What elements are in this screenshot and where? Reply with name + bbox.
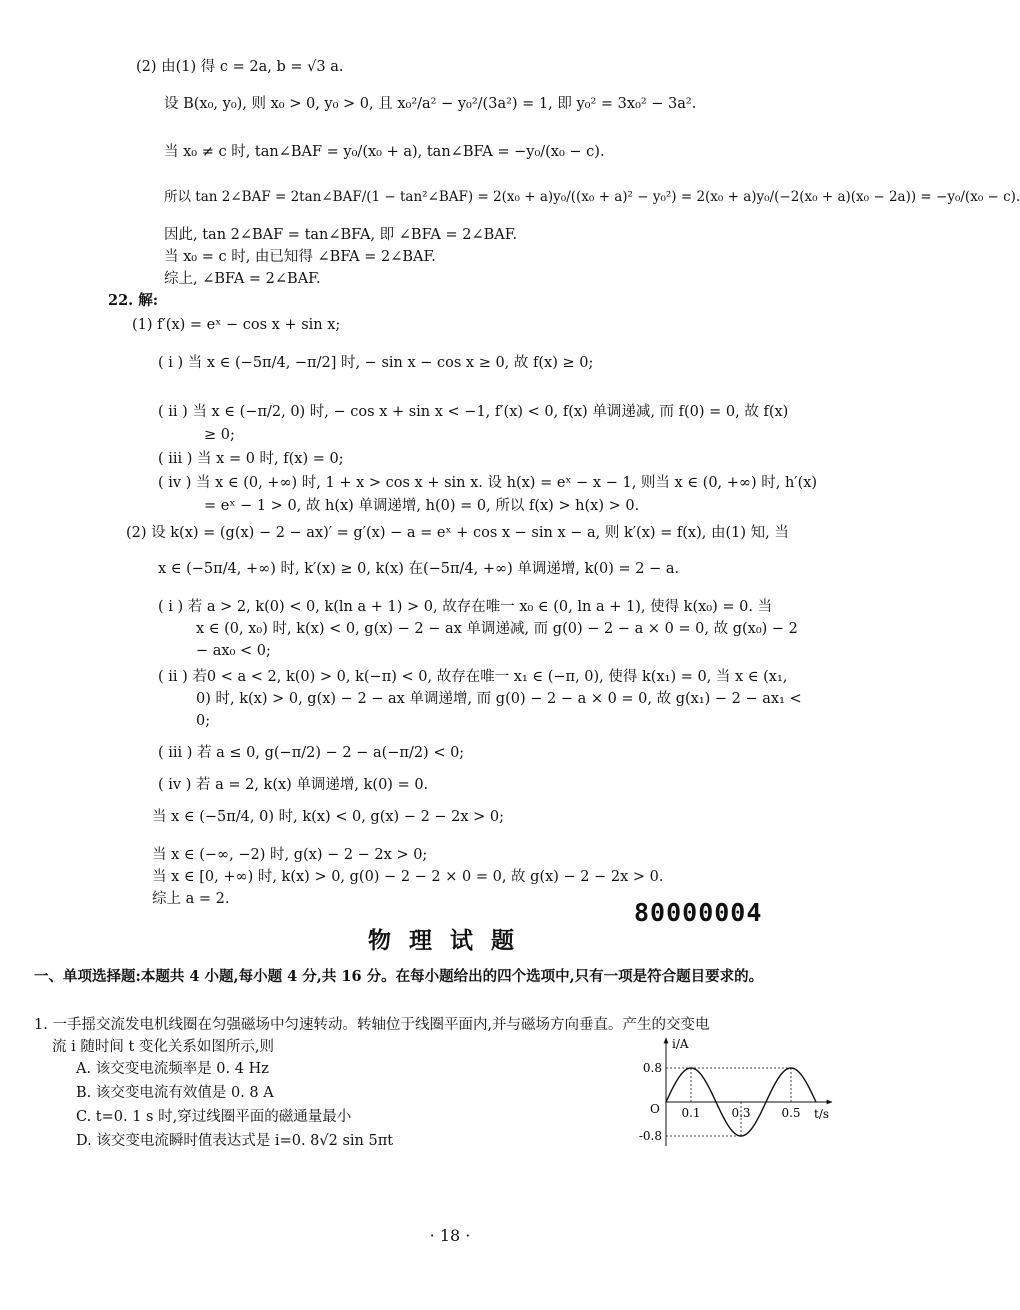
math-line-9: (1) f′(x) = eˣ − cos x + sin x; <box>132 317 341 333</box>
x-tick-label: 0.5 <box>781 1106 801 1120</box>
x-tick-label: 0.1 <box>681 1106 701 1120</box>
math-line-6: 当 x₀ = c 时, 由已知得 ∠BFA = 2∠BAF. <box>164 249 436 265</box>
math-line-29: 综上 a = 2. <box>152 891 230 907</box>
math-line-13: ( iii ) 当 x = 0 时, f(x) = 0; <box>158 451 344 467</box>
y-tick-label: 0.8 <box>642 1061 662 1075</box>
math-line-18: ( i ) 若 a > 2, k(0) < 0, k(ln a + 1) > 0, 故存在唯一 x₀ ∈ (0, ln a + 1), 使得 k(x₀) = 0. 当 <box>158 599 773 615</box>
math-line-4: 所以 tan 2∠BAF = 2tan∠BAF/(1 − tan²∠BAF) = 2(x₀ + a)y₀/((x₀ + a)² − y₀²) = 2(x₀ + a)y₀/(−2(x₀ + a)(x₀ − 2a)) = −y₀/(x₀ − c). <box>164 189 1020 205</box>
math-line-23: 0; <box>196 713 211 729</box>
question-1-line-1: 1. 一手摇交流发电机线圈在匀强磁场中匀速转动。转轴位于线圈平面内,并与磁场方向垂直。产生的交变电 <box>34 1017 710 1033</box>
math-line-7: 综上, ∠BFA = 2∠BAF. <box>164 271 321 287</box>
math-line-25: ( iv ) 若 a = 2, k(x) 单调递增, k(0) = 0. <box>158 777 429 793</box>
math-line-28: 当 x ∈ [0, +∞) 时, k(x) > 0, g(0) − 2 − 2 × 0 = 0, 故 g(x) − 2 − 2x > 0. <box>152 869 664 885</box>
option-a: A. 该交变电流频率是 0. 4 Hz <box>76 1061 269 1077</box>
option-d: D. 该交变电流瞬时值表达式是 i=0. 8√2 sin 5πt <box>76 1133 394 1149</box>
math-line-1: (2) 由(1) 得 c = 2a, b = √3 a. <box>136 59 344 75</box>
physics-title: 物理试题 <box>368 927 532 954</box>
math-line-26: 当 x ∈ (−5π/4, 0) 时, k(x) < 0, g(x) − 2 − 2x > 0; <box>152 809 505 825</box>
math-line-10: ( i ) 当 x ∈ (−5π/4, −π/2] 时, − sin x − cos x ≥ 0, 故 f(x) ≥ 0; <box>158 355 594 371</box>
option-c: C. t=0. 1 s 时,穿过线圈平面的磁通量最小 <box>76 1109 352 1125</box>
current-time-chart <box>636 1034 836 1154</box>
x-axis-label: t/s <box>814 1107 830 1121</box>
math-line-14: ( iv ) 当 x ∈ (0, +∞) 时, 1 + x > cos x + sin x. 设 h(x) = eˣ − x − 1, 则当 x ∈ (0, +∞) 时, h′(x) <box>158 475 818 491</box>
x-tick-label: 0.3 <box>731 1106 751 1120</box>
math-line-19: x ∈ (0, x₀) 时, k(x) < 0, g(x) − 2 − ax 单调递减, 而 g(0) − 2 − a × 0 = 0, 故 g(x₀) − 2 <box>196 621 798 637</box>
math-line-12: ≥ 0; <box>204 427 235 443</box>
math-line-15: = eˣ − 1 > 0, 故 h(x) 单调递增, h(0) = 0, 所以 f(x) > h(x) > 0. <box>204 498 640 514</box>
section-header: 一、单项选择题:本题共 4 小题,每小题 4 分,共 16 分。在每小题给出的四个选项中,只有一项是符合题目要求的。 <box>34 968 764 985</box>
math-line-11: ( ii ) 当 x ∈ (−π/2, 0) 时, − cos x + sin x < −1, f′(x) < 0, f(x) 单调递减, 而 f(0) = 0, 故 f(x) <box>158 404 789 420</box>
math-line-5: 因此, tan 2∠BAF = tan∠BFA, 即 ∠BFA = 2∠BAF. <box>164 227 518 243</box>
page-number: · 18 · <box>429 1226 471 1245</box>
math-line-22: 0) 时, k(x) > 0, g(x) − 2 − ax 单调递增, 而 g(0) − 2 − a × 0 = 0, 故 g(x₁) − 2 − ax₁ < <box>196 691 802 707</box>
serial-stamp: 80000004 <box>634 898 763 927</box>
math-line-24: ( iii ) 若 a ≤ 0, g(−π/2) − 2 − a(−π/2) < 0; <box>158 745 465 761</box>
option-b: B. 该交变电流有效值是 0. 8 A <box>76 1085 274 1101</box>
math-line-16: (2) 设 k(x) = (g(x) − 2 − ax)′ = g′(x) − a = eˣ + cos x − sin x − a, 则 k′(x) = f(x), 由(1) 知, 当 <box>126 525 789 541</box>
question-1-line-2: 流 i 随时间 t 变化关系如图所示,则 <box>52 1039 275 1055</box>
math-line-17: x ∈ (−5π/4, +∞) 时, k′(x) ≥ 0, k(x) 在(−5π/4, +∞) 单调递增, k(0) = 2 − a. <box>158 561 680 577</box>
math-line-21: ( ii ) 若0 < a < 2, k(0) > 0, k(−π) < 0, 故存在唯一 x₁ ∈ (−π, 0), 使得 k(x₁) = 0, 当 x ∈ (x₁, <box>158 669 788 685</box>
math-line-2: 设 B(x₀, y₀), 则 x₀ > 0, y₀ > 0, 且 x₀²/a² − y₀²/(3a²) = 1, 即 y₀² = 3x₀² − 3a². <box>164 96 697 112</box>
problem-22-heading: 22. 解: <box>108 292 159 309</box>
math-line-20: − ax₀ < 0; <box>196 643 271 659</box>
math-line-3: 当 x₀ ≠ c 时, tan∠BAF = y₀/(x₀ + a), tan∠BFA = −y₀/(x₀ − c). <box>164 144 605 160</box>
y-tick-label: -0.8 <box>638 1129 662 1143</box>
y-axis-label: i/A <box>672 1037 689 1051</box>
origin-label: O <box>650 1102 660 1116</box>
math-line-27: 当 x ∈ (−∞, −2) 时, g(x) − 2 − 2x > 0; <box>152 847 428 863</box>
